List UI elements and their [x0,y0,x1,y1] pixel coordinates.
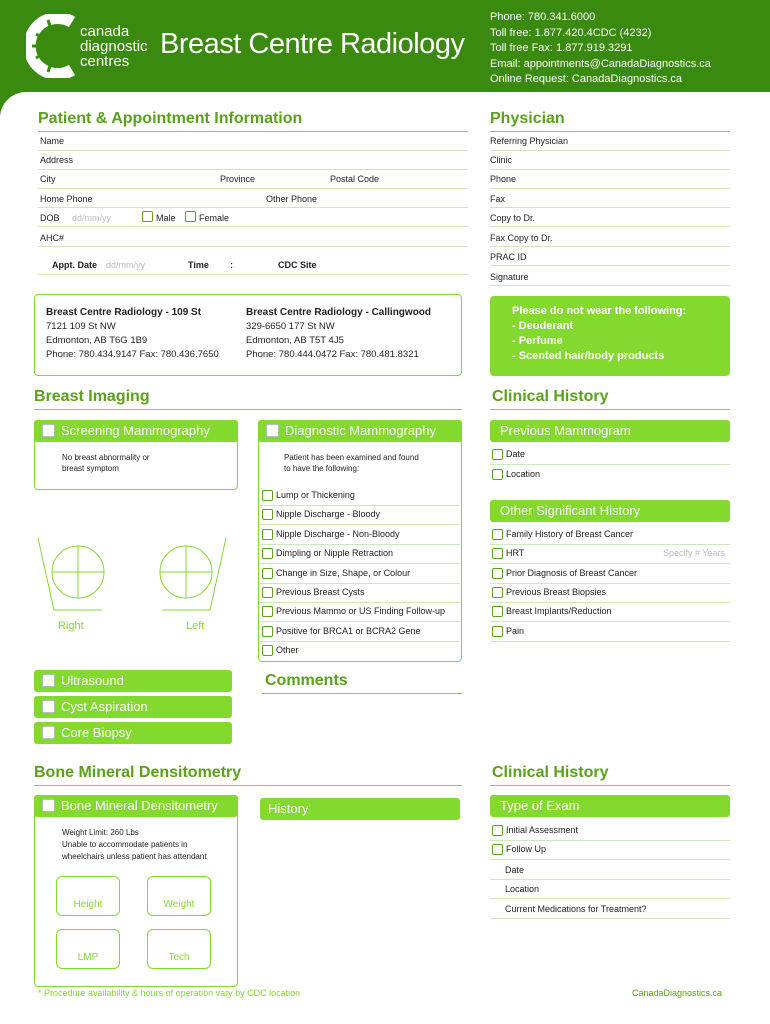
divider [490,409,730,410]
comments-title: Comments [265,672,348,689]
city-label: City [40,174,56,184]
diagnostic-note: Patient has been examined and found to have the following: [284,453,419,473]
checkbox[interactable] [492,568,503,579]
checkbox[interactable] [262,548,273,559]
checkbox[interactable] [262,490,273,501]
location-callingwood: Breast Centre Radiology - Callingwood 329-6650 177 St NW Edmonton, AB T5T 4J5 Phone: 780.444.0472 Fax: 780.481.8321 [246,307,432,360]
dob-field[interactable] [38,226,468,227]
clinic-field[interactable] [490,169,730,170]
prior-diagnosis[interactable]: Prior Diagnosis of Breast Cancer [490,565,730,584]
follow-up[interactable]: Follow Up [490,841,730,860]
checkbox[interactable] [262,509,273,520]
female-label: Female [199,213,230,223]
do-not-wear-notice: Please do not wear the following: - Deoderant - Perfume - Scented hair/body products [490,296,730,376]
ultrasound-checkbox[interactable] [42,674,55,687]
checkbox[interactable] [262,568,273,579]
checkbox[interactable] [492,825,503,836]
left-breast-diagram[interactable] [158,534,228,614]
divider [490,131,730,132]
core-biopsy-option[interactable]: Core Biopsy [34,722,232,744]
cdc-site-label: CDC Site [278,260,317,270]
pm-location[interactable]: Location [490,466,730,485]
right-label: Right [58,620,84,632]
diagnostic-mammography-option[interactable]: Diagnostic Mammography [258,420,462,442]
prac-id-field[interactable] [490,265,730,266]
screening-mammography-option[interactable]: Screening Mammography [34,420,238,442]
medications-label: Current Medications for Treatment? [505,904,647,914]
checkbox[interactable] [492,529,503,540]
checkbox[interactable] [262,606,273,617]
fax-copy-label: Fax Copy to Dr. [490,233,553,243]
symptom-discharge-nonbloody[interactable]: Nipple Discharge - Non-Bloody [260,526,460,545]
implants-reduction[interactable]: Breast Implants/Reduction [490,603,730,622]
lmp-box[interactable]: LMP [56,929,120,969]
prac-id-label: PRAC ID [490,252,527,262]
physician-fax-label: Fax [490,194,506,204]
checkbox[interactable] [492,606,503,617]
male-label: Male [156,213,176,223]
time-label: Time [188,260,209,270]
cyst-aspiration-checkbox[interactable] [42,700,55,713]
physician-phone-label: Phone [490,174,517,184]
dob-label: DOB [40,213,60,223]
divider [490,785,730,786]
symptom-other[interactable]: Other [260,642,460,661]
tech-box[interactable]: Tech [147,929,211,969]
name-label: Name [40,136,65,146]
symptom-discharge-bloody[interactable]: Nipple Discharge - Bloody [260,506,460,525]
screening-checkbox[interactable] [42,424,55,437]
home-phone-label: Home Phone [40,194,93,204]
divider [34,785,462,786]
checkbox[interactable] [262,626,273,637]
symptom-previous-cysts[interactable]: Previous Breast Cysts [260,584,460,603]
postal-code-label: Postal Code [330,174,380,184]
ahc-label: AHC# [40,233,65,243]
clinical-history-2-title: Clinical History [492,764,609,781]
checkbox[interactable] [492,587,503,598]
exam-date-field[interactable] [490,879,730,880]
ultrasound-option[interactable]: Ultrasound [34,670,232,692]
symptom-followup[interactable]: Previous Mammo or US Finding Follow-up [260,603,460,622]
screening-note: No breast abnormality or breast symptom [62,453,150,473]
copy-to-dr-label: Copy to Dr. [490,213,536,223]
hrt-years-input[interactable]: Specify # Years [663,548,726,558]
female-checkbox[interactable] [185,211,196,222]
comments-field[interactable] [262,693,462,694]
history-header: History [260,798,460,820]
logo-text: canada diagnostic centres [80,23,148,70]
bone-density-option[interactable]: Bone Mineral Densitometry [34,795,238,817]
clinic-label: Clinic [490,155,513,165]
patient-section-title: Patient & Appointment Information [38,110,303,127]
city-field[interactable] [38,188,468,189]
fax-copy-field[interactable] [490,246,730,247]
appt-date-label: Appt. Date [52,260,97,270]
divider [38,131,468,132]
type-of-exam-header: Type of Exam [490,795,730,817]
cdc-logo-icon [26,14,78,78]
checkbox[interactable] [492,449,503,460]
appt-date-input[interactable]: dd/mm/yy [106,260,146,270]
symptom-change-size[interactable]: Change in Size, Shape, or Colour [260,565,460,584]
exam-date-label: Date [505,865,525,875]
referring-physician-label: Referring Physician [490,136,569,146]
checkbox[interactable] [492,626,503,637]
left-label: Left [186,620,205,632]
right-breast-diagram[interactable] [36,534,106,614]
page-title: Breast Centre Radiology [160,28,465,60]
cyst-aspiration-option[interactable]: Cyst Aspiration [34,696,232,718]
pm-date[interactable]: Date [490,446,730,465]
family-history[interactable]: Family History of Breast Cancer [490,526,730,545]
bone-density-note: Weight Limit: 260 Lbs Unable to accommodate patients in wheelchairs unless patient has attendant [62,828,207,861]
physician-section-title: Physician [490,110,565,127]
pain[interactable]: Pain [490,623,730,642]
previous-biopsies[interactable]: Previous Breast Biopsies [490,584,730,603]
dob-input[interactable]: dd/mm/yy [72,213,112,223]
signature-field[interactable] [490,285,730,286]
medications-field[interactable] [490,918,730,919]
core-biopsy-checkbox[interactable] [42,726,55,739]
checkbox[interactable] [262,529,273,540]
checkbox[interactable] [262,587,273,598]
breast-imaging-title: Breast Imaging [34,388,150,405]
weight-box[interactable]: Weight [147,876,211,916]
symptom-brca[interactable]: Positive for BRCA1 or BCRA2 Gene [260,623,460,642]
address-field[interactable] [38,169,468,170]
time-separator: : [230,260,233,270]
physician-fax-field[interactable] [490,207,730,208]
male-checkbox[interactable] [142,211,153,222]
contact-info: Phone: 780.341.6000 Toll free: 1.877.420.4CDC (4232) Toll free Fax: 1.877.919.3291 Email: appointments@CanadaDiagnostics.ca Online Request: CanadaDiagnostics.ca [490,11,711,85]
symptom-dimpling[interactable]: Dimpling or Nipple Retraction [260,545,460,564]
diagnostic-checkbox[interactable] [266,424,279,437]
checkbox[interactable] [492,548,503,559]
referring-physician-field[interactable] [490,150,730,151]
divider [34,409,462,410]
initial-assessment[interactable]: Initial Assessment [490,822,730,841]
footer-url[interactable]: CanadaDiagnostics.ca [632,988,723,998]
bone-density-checkbox[interactable] [42,799,55,812]
location-109-st: Breast Centre Radiology - 109 St 7121 109 St NW Edmonton, AB T6G 1B9 Phone: 780.434.9147 Fax: 780.436.7650 [46,307,219,360]
previous-mammogram-header: Previous Mammogram [490,420,730,442]
checkbox[interactable] [492,469,503,480]
clinical-history-title: Clinical History [492,388,609,405]
copy-to-dr-field[interactable] [490,226,730,227]
province-label: Province [220,174,256,184]
checkbox[interactable] [262,645,273,656]
name-field[interactable] [38,150,468,151]
exam-location-label: Location [505,884,540,894]
exam-location-field[interactable] [490,898,730,899]
address-label: Address [40,155,74,165]
symptom-lump[interactable]: Lump or Thickening [260,487,460,506]
ahc-field[interactable] [38,246,468,247]
other-phone-label: Other Phone [266,194,318,204]
bone-density-title: Bone Mineral Densitometry [34,764,242,781]
footer-note: * Procedure availability & hours of operation vary by CDC location [38,988,301,998]
phone-field[interactable] [38,207,468,208]
height-box[interactable]: Height [56,876,120,916]
signature-label: Signature [490,272,529,282]
hrt[interactable]: HRT Specify # Years [490,545,730,564]
physician-phone-field[interactable] [490,188,730,189]
appt-field[interactable] [38,274,468,275]
checkbox[interactable] [492,844,503,855]
other-history-header: Other Significant History [490,500,730,522]
